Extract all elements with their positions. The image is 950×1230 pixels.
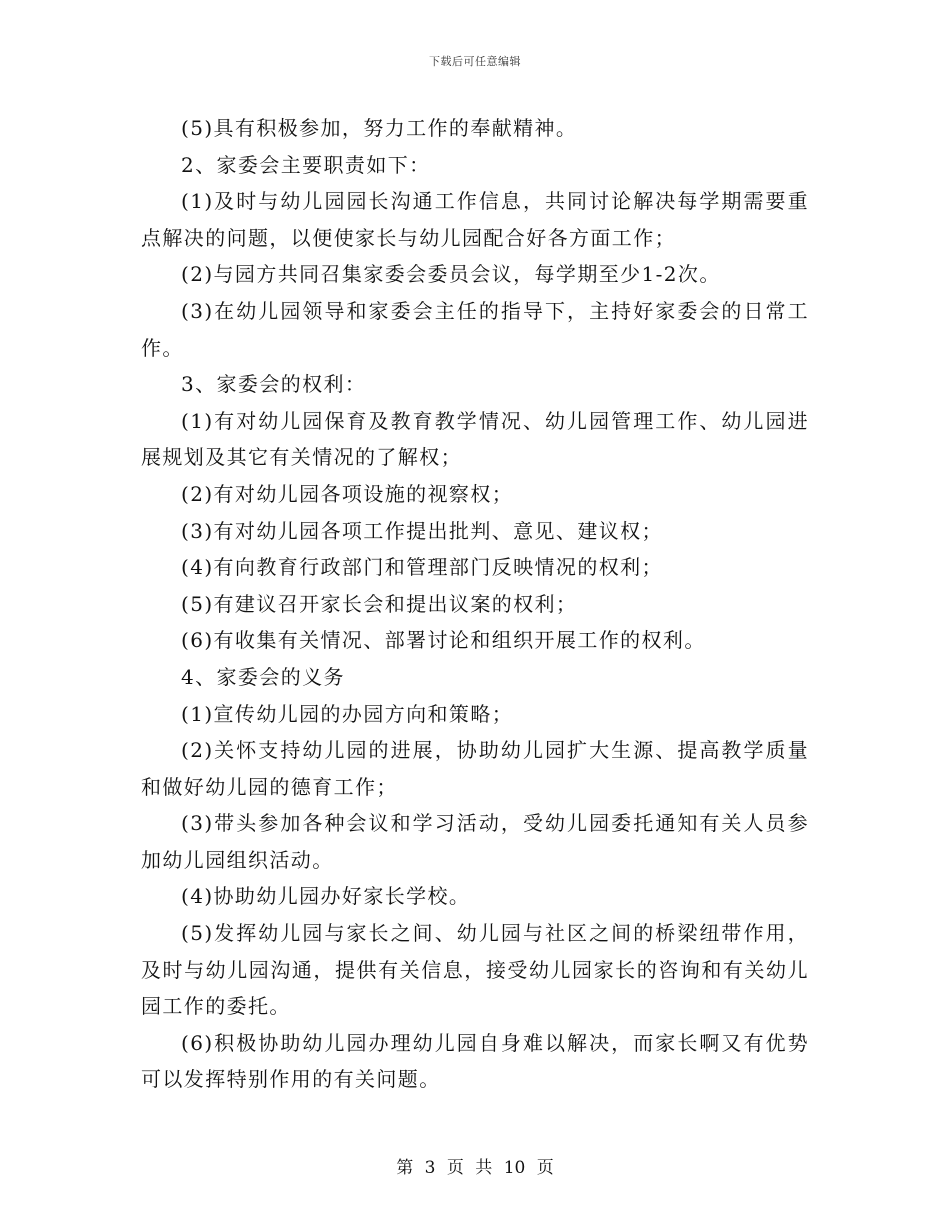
paragraph: (2)关怀支持幼儿园的进展，协助幼儿园扩大生源、提高教学质量和做好幼儿园的德育工作； [141, 738, 809, 799]
document-body [141, 110, 809, 1098]
paragraph: (3)带头参加各种会议和学习活动，受幼儿园委托通知有关人员参加幼儿园组织活动。 [141, 811, 809, 872]
paragraph: (1)及时与幼儿园园长沟通工作信息，共同讨论解决每学期需要重点解决的问题，以便使家长与幼儿园配合好各方面工作； [141, 189, 809, 250]
paragraph: (1)有对幼儿园保育及教育教学情况、幼儿园管理工作、幼儿园进展规划及其它有关情况的了解权； [141, 408, 809, 470]
paragraph: (2)与园方共同召集家委会委员会议，每学期至少1-2次。 [181, 262, 721, 287]
paragraph: (5)具有积极参加，努力工作的奉献精神。 [181, 116, 578, 140]
paragraph: (6)有收集有关情况、部署讨论和组织开展工作的权利。 [181, 628, 706, 653]
section-heading: 3、家委会的权利： [181, 372, 367, 397]
header-note: 下载后可任意编辑 [429, 55, 521, 68]
paragraph: (4)有向教育行政部门和管理部门反映情况的权利； [181, 555, 663, 580]
paragraph: (5)发挥幼儿园与家长之间、幼儿园与社区之间的桥梁纽带作用，及时与幼儿园沟通，提供有关信息，接受幼儿园家长的咨询和有关幼儿园工作的委托。 [141, 921, 809, 1019]
section-heading: 2、家委会主要职责如下： [181, 152, 431, 177]
paragraph: (3)在幼儿园领导和家委会主任的指导下，主持好家委会的日常工作。 [141, 298, 809, 360]
paragraph: (2)有对幼儿园各项设施的视察权； [181, 481, 514, 506]
paragraph: (6)积极协助幼儿园办理幼儿园自身难以解决，而家长啊又有优势可以发挥特别作用的有关问题。 [141, 1030, 809, 1092]
paragraph: (5)有建议召开家长会和提出议案的权利； [181, 591, 578, 616]
paragraph: (4)协助幼儿园办好家长学校。 [181, 884, 471, 909]
paragraph: (1)宣传幼儿园的办园方向和策略； [181, 701, 514, 726]
page-number: 第 3 页 共 10 页 [396, 1158, 554, 1178]
section-heading: 4、家委会的义务 [181, 664, 345, 689]
paragraph: (3)有对幼儿园各项工作提出批判、意见、建议权； [181, 518, 663, 543]
